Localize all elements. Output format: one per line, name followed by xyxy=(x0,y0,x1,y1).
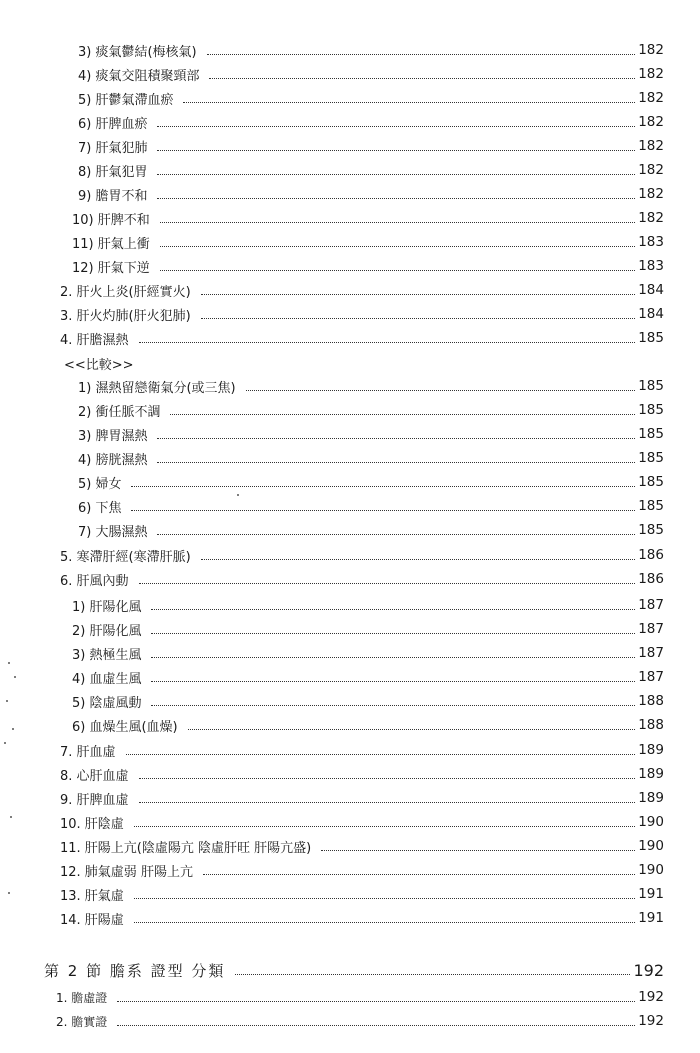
dot-leader xyxy=(203,874,635,875)
entry-page: 184 xyxy=(638,282,664,298)
entry-label: 3) 熱極生風 xyxy=(72,647,142,663)
scan-speck xyxy=(8,662,10,664)
entry-label: 2. 肝火上炎(肝經實火) xyxy=(60,284,191,300)
toc-entry xyxy=(60,302,664,326)
dot-leader xyxy=(134,826,635,827)
toc-entry xyxy=(60,810,664,834)
dot-leader xyxy=(131,510,635,511)
entry-page: 190 xyxy=(638,862,664,878)
entry-page: 187 xyxy=(638,597,664,613)
toc-entry xyxy=(78,86,664,110)
entry-label: 6) 下焦 xyxy=(78,500,122,516)
entry-label: 4. 肝膽濕熱 xyxy=(60,332,129,348)
toc-entry xyxy=(60,882,664,906)
scan-speck xyxy=(14,676,16,678)
dot-leader xyxy=(209,78,635,79)
dot-leader xyxy=(157,534,635,535)
entry-page: 188 xyxy=(638,717,664,733)
toc-entry xyxy=(72,665,664,689)
dot-leader xyxy=(201,294,636,295)
entry-label: 13. 肝氣虛 xyxy=(60,888,124,904)
entry-page: 185 xyxy=(638,330,664,346)
toc-entry xyxy=(60,326,664,350)
scan-speck xyxy=(8,892,10,894)
entry-page: 183 xyxy=(638,234,664,250)
toc-entry xyxy=(72,593,664,617)
dot-leader xyxy=(188,729,636,730)
dot-leader xyxy=(157,198,635,199)
entry-label: 6) 血燥生風(血燥) xyxy=(72,719,178,735)
toc-entry xyxy=(78,158,664,182)
entry-label: 9) 膽胃不和 xyxy=(78,188,148,204)
entry-label: 8. 心肝血虛 xyxy=(60,768,129,784)
scan-speck xyxy=(6,700,8,702)
toc-entry xyxy=(56,985,664,1009)
toc-entry xyxy=(72,617,664,641)
entry-page: 182 xyxy=(638,66,664,82)
scan-speck xyxy=(4,742,6,744)
entry-page: 192 xyxy=(638,1013,664,1029)
dot-leader xyxy=(117,1025,635,1026)
dot-leader xyxy=(201,318,636,319)
entry-page: 189 xyxy=(638,766,664,782)
entry-label: 4) 膀胱濕熱 xyxy=(78,452,148,468)
dot-leader xyxy=(157,150,635,151)
dot-leader xyxy=(246,390,636,391)
entry-label: 2) 肝陽化風 xyxy=(72,623,142,639)
entry-page: 185 xyxy=(638,426,664,442)
toc-entry xyxy=(60,543,664,567)
scan-speck xyxy=(10,816,12,818)
entry-page: 191 xyxy=(638,886,664,902)
entry-page: 186 xyxy=(638,547,664,563)
dot-leader xyxy=(321,850,635,851)
entry-label: 12. 肺氣虛弱 肝陽上亢 xyxy=(60,864,193,880)
toc-entry xyxy=(72,206,664,230)
entry-page: 182 xyxy=(638,114,664,130)
entry-page: 185 xyxy=(638,498,664,514)
entry-label: 9. 肝脾血虛 xyxy=(60,792,129,808)
entry-page: 188 xyxy=(638,693,664,709)
dot-leader xyxy=(126,754,636,755)
dot-leader xyxy=(170,414,635,415)
scan-speck xyxy=(12,728,14,730)
entry-page: 182 xyxy=(638,210,664,226)
entry-label: 5. 寒滯肝經(寒滯肝脈) xyxy=(60,549,191,565)
dot-leader xyxy=(139,342,636,343)
entry-page: 185 xyxy=(638,402,664,418)
dot-leader xyxy=(160,246,635,247)
entry-page: 183 xyxy=(638,258,664,274)
toc-entry xyxy=(60,786,664,810)
entry-label: 14. 肝陽虛 xyxy=(60,912,124,928)
toc-entry xyxy=(78,374,664,398)
dot-leader xyxy=(131,486,635,487)
entry-label: 6) 肝脾血瘀 xyxy=(78,116,148,132)
toc-entry xyxy=(72,254,664,278)
toc-entry xyxy=(60,278,664,302)
entry-label: 7. 肝血虛 xyxy=(60,744,116,760)
dot-leader xyxy=(157,126,635,127)
dot-leader xyxy=(117,1001,635,1002)
entry-page: 182 xyxy=(638,42,664,58)
dot-leader xyxy=(151,633,635,634)
entry-page: 192 xyxy=(638,989,664,1005)
entry-page: 182 xyxy=(638,186,664,202)
entry-page: 187 xyxy=(638,621,664,637)
toc-entry xyxy=(60,906,664,930)
dot-leader xyxy=(139,778,636,779)
toc-entry xyxy=(56,1009,664,1033)
toc-entry xyxy=(78,182,664,206)
section-heading xyxy=(44,957,664,983)
entry-label: 2. 膽實證 xyxy=(56,1014,108,1029)
toc-entry xyxy=(60,858,664,882)
entry-page: 186 xyxy=(638,571,664,587)
toc-entry xyxy=(60,834,664,858)
entry-label: 5) 肝鬱氣滯血瘀 xyxy=(78,92,174,108)
entry-label: 10. 肝陰虛 xyxy=(60,816,124,832)
compare-heading: <<比較>> xyxy=(64,358,134,373)
entry-label: 3. 肝火灼肺(肝火犯肺) xyxy=(60,308,191,324)
entry-page: 187 xyxy=(638,645,664,661)
dot-leader xyxy=(201,559,636,560)
scan-speck xyxy=(237,494,239,496)
entry-label: 6. 肝風內動 xyxy=(60,573,129,589)
dot-leader xyxy=(157,438,635,439)
entry-label: 3) 脾胃濕熱 xyxy=(78,428,148,444)
toc-entry xyxy=(78,422,664,446)
dot-leader xyxy=(134,922,635,923)
entry-page: 187 xyxy=(638,669,664,685)
toc-entry xyxy=(72,689,664,713)
entry-label: 1. 膽虛證 xyxy=(56,990,108,1005)
toc-entry xyxy=(78,470,664,494)
dot-leader xyxy=(160,222,635,223)
entry-label: 7) 大腸濕熱 xyxy=(78,524,148,540)
entry-label: 1) 肝陽化風 xyxy=(72,599,142,615)
toc-entry xyxy=(60,567,664,591)
toc-entry xyxy=(78,446,664,470)
entry-page: 182 xyxy=(638,90,664,106)
entry-page: 185 xyxy=(638,522,664,538)
entry-label: 11) 肝氣上衝 xyxy=(72,236,150,252)
dot-leader xyxy=(134,898,635,899)
entry-page: 185 xyxy=(638,450,664,466)
toc-entry xyxy=(72,230,664,254)
section-label: 第 2 節 膽系 證型 分類 xyxy=(44,961,226,980)
dot-leader xyxy=(151,705,635,706)
toc-entry xyxy=(72,641,664,665)
entry-page: 185 xyxy=(638,474,664,490)
entry-page: 191 xyxy=(638,910,664,926)
entry-page: 190 xyxy=(638,838,664,854)
entry-page: 182 xyxy=(638,162,664,178)
entry-page: 182 xyxy=(638,138,664,154)
toc-entry xyxy=(72,713,664,737)
entry-label: 2) 衝任脈不調 xyxy=(78,404,161,420)
toc-entry xyxy=(60,762,664,786)
entry-label: 4) 血虛生風 xyxy=(72,671,142,687)
entry-page: 185 xyxy=(638,378,664,394)
dot-leader xyxy=(139,802,636,803)
entry-label: 11. 肝陽上亢(陰虛陽亢 陰虛肝旺 肝陽亢盛) xyxy=(60,840,312,856)
dot-leader xyxy=(139,583,636,584)
dot-leader xyxy=(160,270,635,271)
entry-label: 8) 肝氣犯胃 xyxy=(78,164,148,180)
dot-leader xyxy=(235,974,630,975)
toc-entry xyxy=(78,134,664,158)
section-page: 192 xyxy=(633,960,664,980)
dot-leader xyxy=(183,102,635,103)
entry-label: 5) 陰虛風動 xyxy=(72,695,142,711)
entry-label: 5) 婦女 xyxy=(78,476,122,492)
toc-entry xyxy=(78,398,664,422)
toc-entry xyxy=(78,110,664,134)
entry-label: 1) 濕熱留戀衛氣分(或三焦) xyxy=(78,380,236,396)
dot-leader xyxy=(151,609,635,610)
toc-entry xyxy=(78,38,664,62)
entry-page: 189 xyxy=(638,790,664,806)
entry-page: 189 xyxy=(638,742,664,758)
entry-label: 7) 肝氣犯肺 xyxy=(78,140,148,156)
dot-leader xyxy=(157,462,635,463)
toc-entry xyxy=(60,738,664,762)
toc-entry xyxy=(78,518,664,542)
entry-page: 190 xyxy=(638,814,664,830)
dot-leader xyxy=(207,54,636,55)
dot-leader xyxy=(151,657,635,658)
entry-label: 10) 肝脾不和 xyxy=(72,212,150,228)
toc-entry xyxy=(78,62,664,86)
entry-label: 4) 痰氣交阻積聚頸部 xyxy=(78,68,200,84)
entry-label: 3) 痰氣鬱結(梅核氣) xyxy=(78,44,197,60)
entry-label: 12) 肝氣下逆 xyxy=(72,260,150,276)
dot-leader xyxy=(151,681,635,682)
entry-page: 184 xyxy=(638,306,664,322)
toc-entry xyxy=(78,494,664,518)
dot-leader xyxy=(157,174,635,175)
